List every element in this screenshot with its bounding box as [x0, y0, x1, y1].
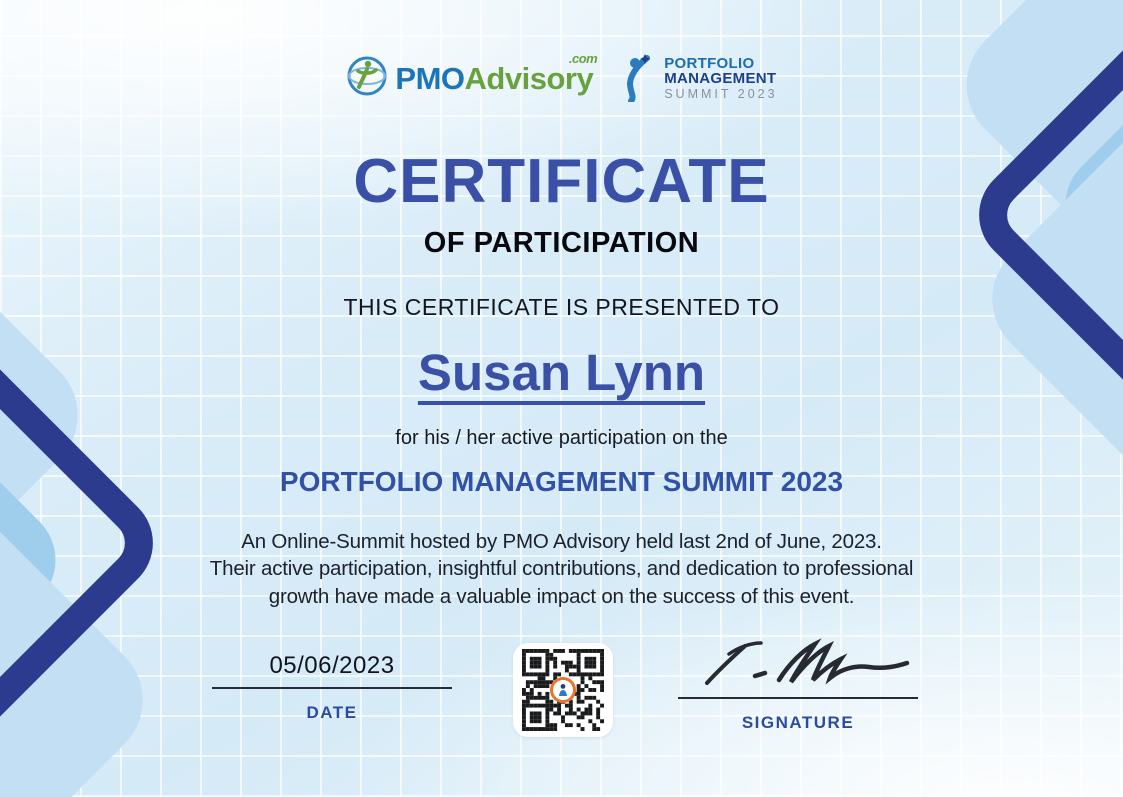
body-line-1: An Online-Summit hosted by PMO Advisory held last 2nd of June, 2023.: [241, 530, 882, 553]
summit-logo: [623, 50, 777, 107]
body-line-2: Their active participation, insightful contributions, and dedication to professional: [209, 557, 914, 581]
pmo-advisory-wordmark: [395, 50, 598, 97]
signature-scribble: [683, 638, 913, 690]
event-title: PORTFOLIO MANAGEMENT SUMMIT 2023: [279, 466, 844, 497]
swoosh-figure-icon: [623, 50, 657, 107]
participation-line: for his / her active participation on the: [395, 427, 728, 449]
signature-block: [678, 638, 918, 733]
pmo-advisory-logo: [345, 50, 598, 103]
recipient-name: Susan Lynn: [417, 344, 706, 401]
signature-line: [678, 697, 918, 699]
date-value: 05/06/2023: [269, 652, 395, 679]
pmo-wordmark-green: Advisory: [464, 60, 594, 96]
summit-logo-line3: SUMMIT 2023: [664, 87, 778, 102]
globe-figure-icon: [345, 54, 389, 103]
presented-line: THIS CERTIFICATE IS PRESENTED TO: [343, 294, 780, 320]
certificate-title: CERTIFICATE: [353, 147, 770, 216]
date-block: [212, 652, 452, 723]
logo-row: [0, 50, 1123, 107]
date-label: DATE: [306, 703, 358, 722]
pmo-wordmark-com: .com: [568, 50, 598, 66]
summit-logo-line1: PORTFOLIO: [664, 54, 755, 72]
certificate-subtitle: OF PARTICIPATION: [423, 227, 700, 259]
date-line: [212, 687, 452, 689]
qr-center-logo-icon: [550, 677, 576, 703]
qr-code-card: [513, 643, 613, 737]
body-line-3: growth have made a valuable impact on the success of this event.: [268, 584, 855, 608]
signature-label: SIGNATURE: [741, 713, 855, 732]
body-paragraph: [0, 528, 1123, 610]
summit-logo-line2: MANAGEMENT: [664, 70, 777, 88]
pmo-wordmark-blue: PMO: [395, 60, 465, 96]
